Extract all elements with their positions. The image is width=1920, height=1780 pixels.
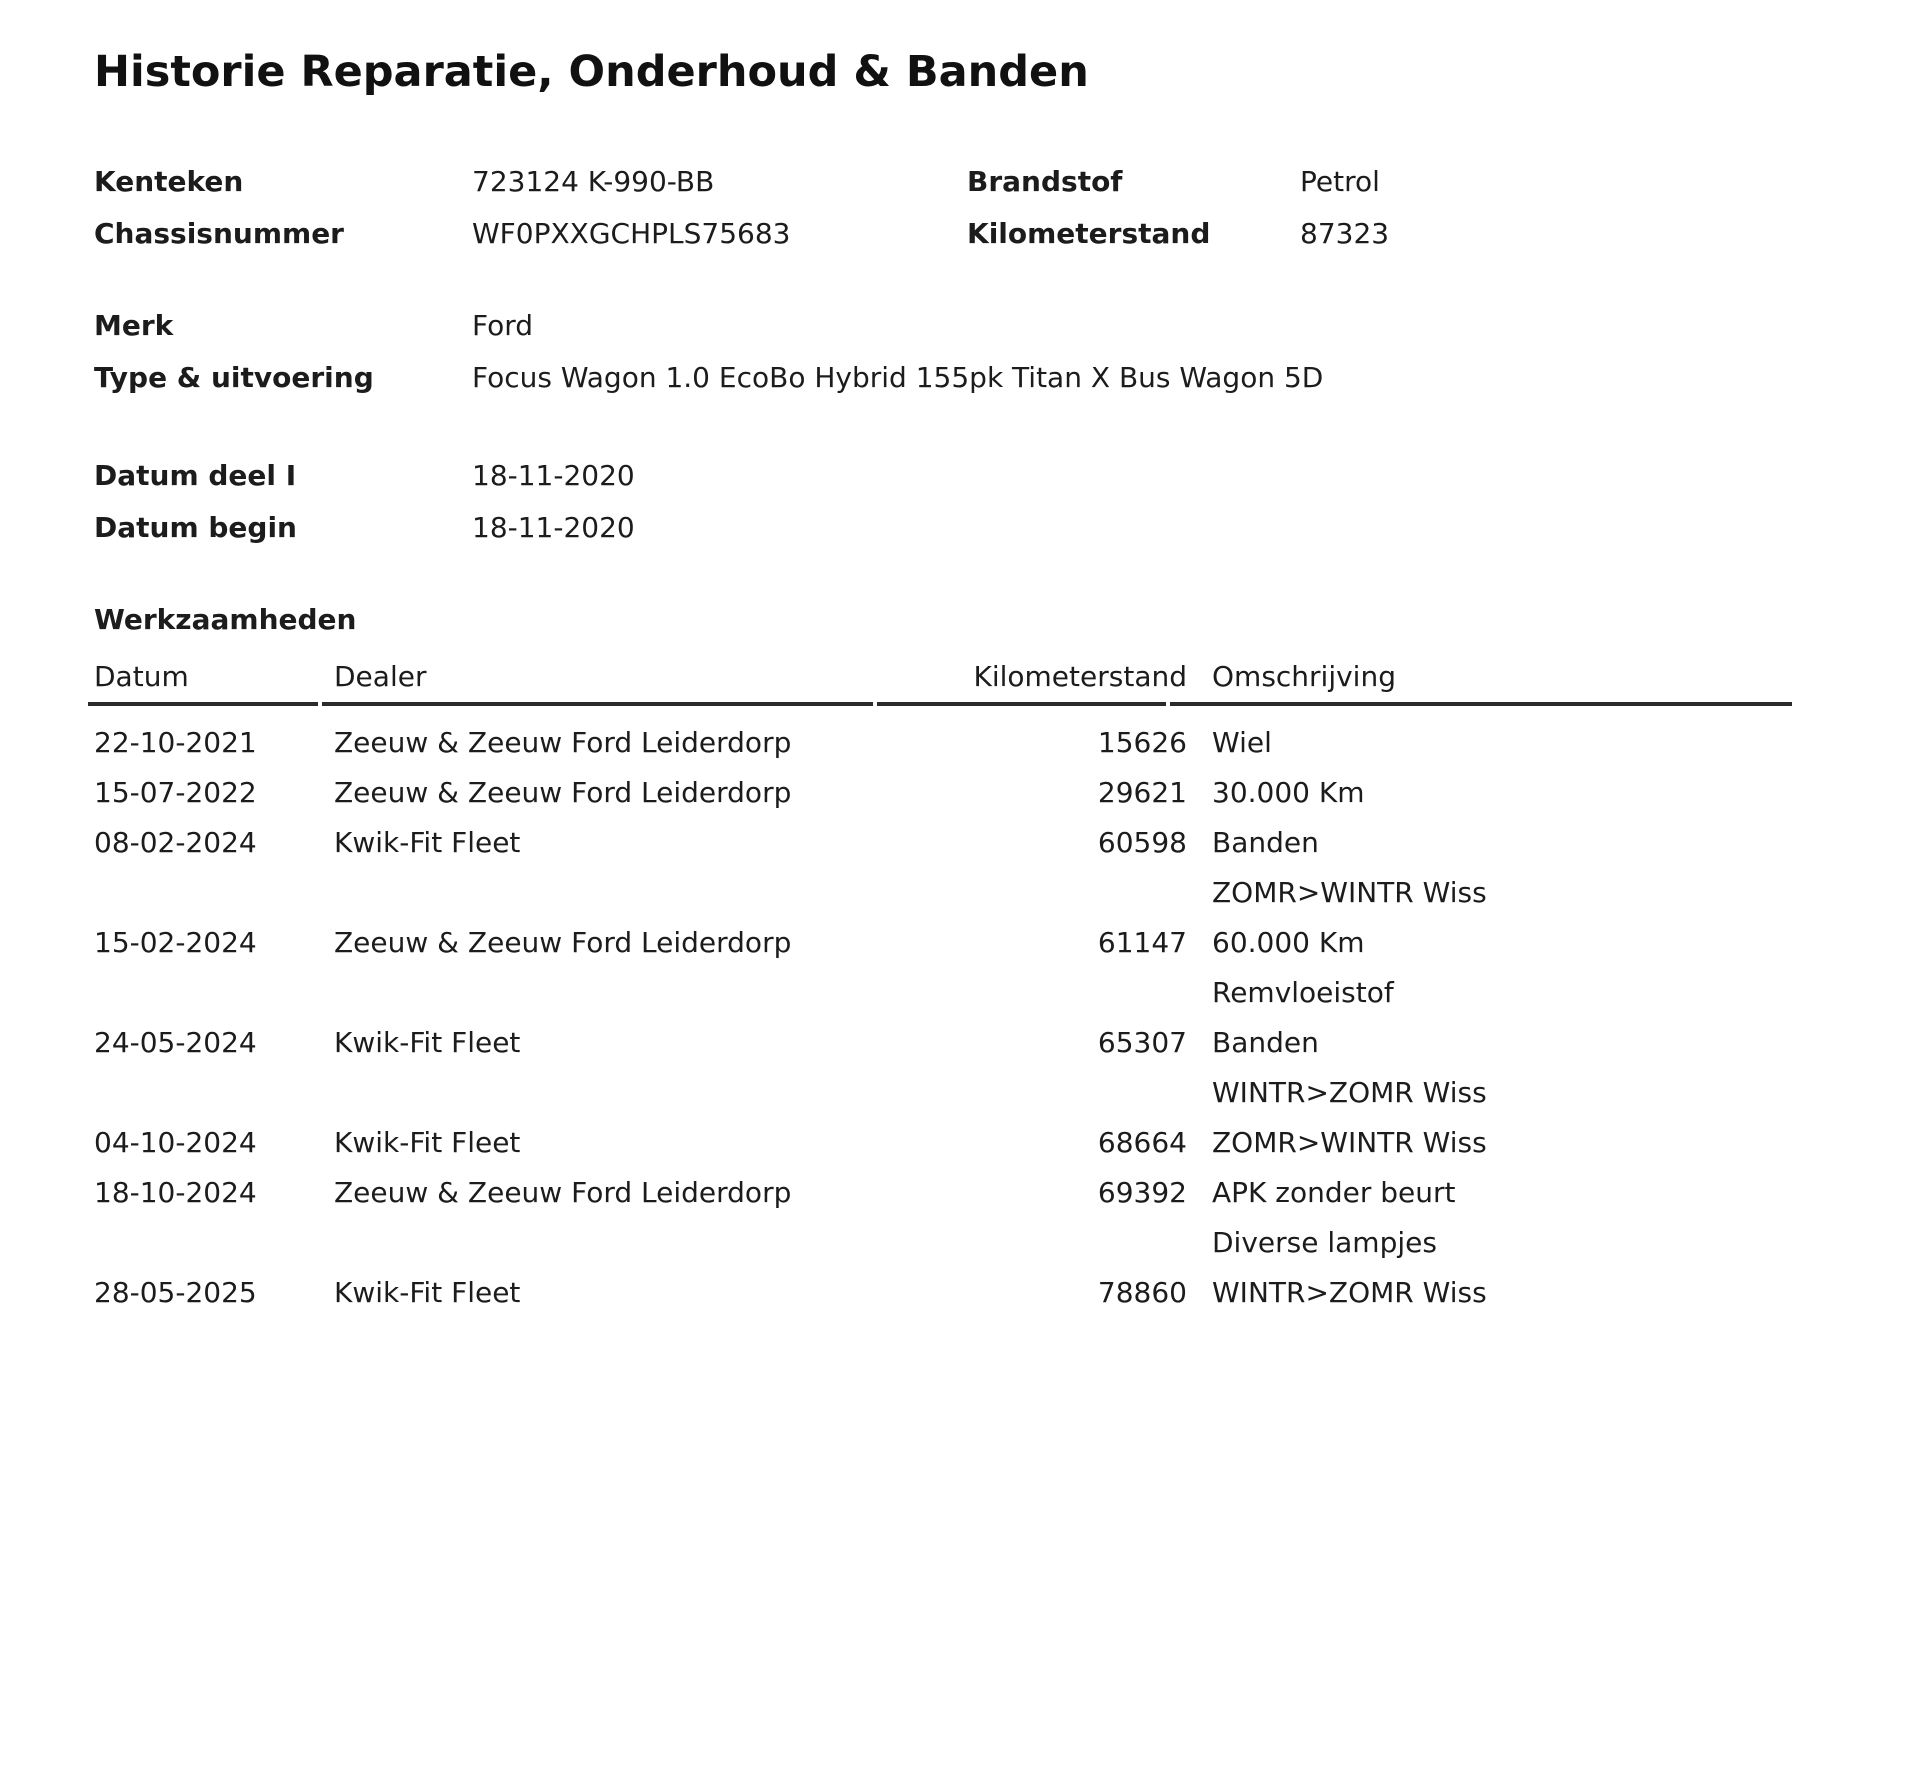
table-row xyxy=(94,768,1860,818)
cell-kilometerstand xyxy=(940,1218,1187,1268)
datum-deel-i-value: 18-11-2020 xyxy=(472,458,635,492)
cell-dealer: Zeeuw & Zeeuw Ford Leiderdorp xyxy=(334,725,792,759)
table-header-rule xyxy=(88,702,1792,706)
cell-datum xyxy=(94,968,334,1018)
cell-datum: 15-07-2022 xyxy=(94,775,257,809)
merk-label: Merk xyxy=(94,308,174,342)
info-row xyxy=(94,352,1860,404)
cell-kilometerstand: 60598 xyxy=(1097,825,1187,859)
chassisnummer-value: WF0PXXGCHPLS75683 xyxy=(472,216,791,250)
cell-dealer: Zeeuw & Zeeuw Ford Leiderdorp xyxy=(334,925,792,959)
dates-info-block xyxy=(94,450,1860,554)
column-header-dealer: Dealer xyxy=(334,659,427,693)
cell-dealer: Zeeuw & Zeeuw Ford Leiderdorp xyxy=(334,1175,792,1209)
column-header-omschrijving: Omschrijving xyxy=(1212,659,1396,693)
cell-datum xyxy=(94,1068,334,1118)
cell-datum xyxy=(94,1218,334,1268)
datum-begin-value: 18-11-2020 xyxy=(472,510,635,544)
cell-omschrijving: ZOMR>WINTR Wiss xyxy=(1212,1125,1487,1159)
cell-dealer xyxy=(334,868,940,918)
section-title-werkzaamheden: Werkzaamheden xyxy=(94,602,357,636)
cell-datum: 28-05-2025 xyxy=(94,1275,257,1309)
table-row xyxy=(94,1118,1860,1168)
table-row-continuation xyxy=(94,1218,1860,1268)
vehicle-info-block xyxy=(94,300,1860,404)
cell-datum: 22-10-2021 xyxy=(94,725,257,759)
registration-info-block xyxy=(94,156,1860,260)
cell-dealer xyxy=(334,968,940,1018)
cell-kilometerstand: 68664 xyxy=(1097,1125,1187,1159)
cell-omschrijving: 60.000 Km xyxy=(1212,925,1365,959)
table-row xyxy=(94,1018,1860,1068)
cell-omschrijving: APK zonder beurt xyxy=(1212,1175,1456,1209)
table-row-continuation xyxy=(94,968,1860,1018)
cell-dealer: Kwik-Fit Fleet xyxy=(334,1025,521,1059)
kilometerstand-value: 87323 xyxy=(1300,216,1390,250)
table-row xyxy=(94,1268,1860,1318)
info-row xyxy=(94,502,1860,554)
cell-omschrijving: Remvloeistof xyxy=(1212,975,1394,1009)
cell-dealer: Kwik-Fit Fleet xyxy=(334,1125,521,1159)
table-row xyxy=(94,1168,1860,1218)
kenteken-value: 723124 K-990-BB xyxy=(472,164,715,198)
cell-omschrijving: Diverse lampjes xyxy=(1212,1225,1437,1259)
cell-datum: 18-10-2024 xyxy=(94,1175,257,1209)
kenteken-label: Kenteken xyxy=(94,164,244,198)
cell-dealer: Zeeuw & Zeeuw Ford Leiderdorp xyxy=(334,775,792,809)
cell-omschrijving: 30.000 Km xyxy=(1212,775,1365,809)
cell-kilometerstand: 69392 xyxy=(1097,1175,1187,1209)
rule-segment xyxy=(88,702,318,706)
datum-begin-label: Datum begin xyxy=(94,510,297,544)
rule-segment xyxy=(877,702,1166,706)
cell-datum: 08-02-2024 xyxy=(94,825,257,859)
cell-dealer xyxy=(334,1218,940,1268)
type-uitvoering-value: Focus Wagon 1.0 EcoBo Hybrid 155pk Titan X Bus Wagon 5D xyxy=(472,360,1324,394)
cell-datum: 15-02-2024 xyxy=(94,925,257,959)
cell-dealer: Kwik-Fit Fleet xyxy=(334,825,521,859)
rule-segment xyxy=(322,702,873,706)
table-row xyxy=(94,818,1860,868)
chassisnummer-label: Chassisnummer xyxy=(94,216,344,250)
cell-omschrijving: WINTR>ZOMR Wiss xyxy=(1212,1275,1487,1309)
cell-kilometerstand: 61147 xyxy=(1097,925,1187,959)
info-row xyxy=(94,156,1860,208)
kilometerstand-label: Kilometerstand xyxy=(967,216,1211,250)
cell-kilometerstand xyxy=(940,968,1187,1018)
cell-kilometerstand: 29621 xyxy=(1097,775,1187,809)
table-row-continuation xyxy=(94,868,1860,918)
cell-kilometerstand: 78860 xyxy=(1097,1275,1187,1309)
table-row xyxy=(94,918,1860,968)
rule-segment xyxy=(1170,702,1792,706)
table-row-continuation xyxy=(94,1068,1860,1118)
cell-omschrijving: Banden xyxy=(1212,825,1319,859)
merk-value: Ford xyxy=(472,308,534,342)
page-title: Historie Reparatie, Onderhoud & Banden xyxy=(94,47,1089,97)
cell-omschrijving: Wiel xyxy=(1212,725,1272,759)
cell-kilometerstand xyxy=(940,868,1187,918)
cell-omschrijving: Banden xyxy=(1212,1025,1319,1059)
cell-datum xyxy=(94,868,334,918)
column-header-datum: Datum xyxy=(94,659,189,693)
datum-deel-i-label: Datum deel I xyxy=(94,458,297,492)
table-header-row xyxy=(94,660,1860,694)
cell-kilometerstand: 15626 xyxy=(1097,725,1187,759)
info-row xyxy=(94,450,1860,502)
cell-datum: 24-05-2024 xyxy=(94,1025,257,1059)
cell-omschrijving: ZOMR>WINTR Wiss xyxy=(1212,875,1487,909)
table-row xyxy=(94,718,1860,768)
type-uitvoering-label: Type & uitvoering xyxy=(94,360,374,394)
brandstof-label: Brandstof xyxy=(967,164,1123,198)
cell-dealer: Kwik-Fit Fleet xyxy=(334,1275,521,1309)
cell-omschrijving: WINTR>ZOMR Wiss xyxy=(1212,1075,1487,1109)
cell-dealer xyxy=(334,1068,940,1118)
cell-kilometerstand: 65307 xyxy=(1097,1025,1187,1059)
cell-datum: 04-10-2024 xyxy=(94,1125,257,1159)
column-header-kilometerstand: Kilometerstand xyxy=(973,659,1187,693)
table-body xyxy=(94,718,1860,1318)
brandstof-value: Petrol xyxy=(1300,164,1380,198)
cell-kilometerstand xyxy=(940,1068,1187,1118)
info-row xyxy=(94,300,1860,352)
info-row xyxy=(94,208,1860,260)
